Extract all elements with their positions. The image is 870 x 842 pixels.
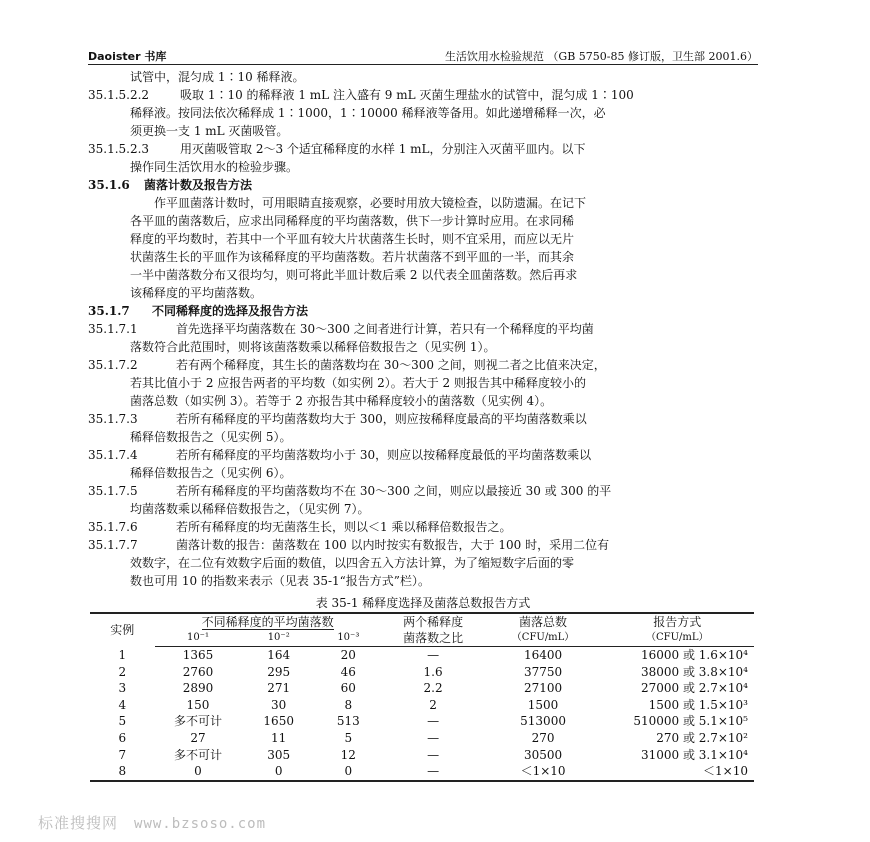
section-title: 菌落计数及报告方法 [144, 178, 253, 192]
clause-number: 35.1.7.3 [88, 412, 138, 426]
cell-report: 31000 或 3.1×10⁴ [640, 747, 748, 762]
cell-total: 16400 [523, 648, 563, 662]
table-row [90, 680, 754, 697]
cell-dilution-1: 0 [155, 763, 242, 781]
paragraph-cont: 一半中菌落数分布又很均匀，则可将此半皿计数后乘 2 以代表全皿菌落数。然后再求 [130, 268, 578, 282]
cell-example: 6 [118, 730, 127, 745]
clause-text: 用灭菌吸管取 2～3 个适宜稀释度的水样 1 mL，分别注入灭菌平皿内。以下 [180, 142, 586, 156]
clause-number: 35.1.7.1 [88, 322, 138, 336]
header-standard-title: 生活饮用水检验规范 （GB 5750-85 修订版，卫生部 2001.6） [444, 50, 758, 63]
cell-ratio: — [427, 747, 440, 762]
header-dilution-1: 10⁻¹ [155, 630, 242, 647]
header-dilution-group [155, 613, 381, 630]
watermark-footer [38, 812, 266, 833]
section-number: 35.1.6 [88, 178, 130, 192]
cell-dilution-2: 1650 [263, 714, 294, 729]
clause-text-cont: 落数符合此范围时，则将该菌落数乘以稀释倍数报告之（见实例 1）。 [130, 340, 496, 354]
clause-text: 若所有稀释度的平均菌落数均大于 300，则应按稀释度最高的平均菌落数乘以 [176, 412, 587, 426]
cell-dilution-1: 150 [186, 697, 210, 712]
cell-example: 4 [118, 697, 127, 712]
cell-report: 1500 或 1.5×10³ [648, 697, 748, 712]
cell-ratio: 1.6 [423, 664, 443, 679]
cell-dilution-1: 27 [190, 730, 206, 745]
header-dilution-2: 10⁻² [241, 630, 316, 647]
cell-report: 510000 或 5.1×10⁵ [633, 714, 748, 729]
cell-report: 38000 或 3.8×10⁴ [640, 664, 748, 679]
cell-example: 3 [118, 681, 127, 696]
cell-dilution-1: 多不可计 [173, 714, 222, 729]
cell-ratio: — [427, 648, 440, 662]
cell-dilution-3: 8 [344, 697, 353, 712]
clause-text: 若所有稀释度的平均菌落数均小于 30，则应以按稀释度最低的平均菌落数乘以 [176, 448, 592, 462]
cell-dilution-1: 2760 [182, 664, 214, 679]
clause-number: 35.1.5.2.3 [88, 142, 150, 156]
cell-dilution-1: 2890 [182, 681, 214, 696]
cell-report: ＜1×10 [601, 763, 754, 781]
table-subheader-row [90, 630, 754, 647]
section-number: 35.1.7 [88, 304, 130, 318]
cell-dilution-2: 30 [271, 697, 287, 712]
cell-example: 2 [118, 664, 127, 679]
table-row [90, 747, 754, 764]
cell-example: 1 [118, 647, 127, 662]
cell-dilution-3: 513 [336, 714, 360, 729]
table-row [90, 730, 754, 747]
cell-ratio: 2.2 [423, 681, 443, 696]
clause-35-1-7-6 [88, 518, 758, 536]
cell-dilution-3: 0 [316, 763, 381, 781]
clause-text-cont: 稀释倍数报告之（见实例 5）。 [130, 430, 292, 444]
section-heading-35-1-6 [88, 176, 758, 194]
document-body [88, 68, 758, 782]
clause-text: 首先选择平均菌落数在 30～300 之间者进行计算，若只有一个稀释度的平均菌 [176, 322, 594, 336]
clause-number: 35.1.7.5 [88, 484, 138, 498]
clause-35-1-7-2 [88, 356, 758, 374]
clause-number: 35.1.7.7 [88, 538, 138, 552]
cell-total: 30500 [523, 747, 563, 762]
paragraph: 作平皿菌落计数时，可用眼睛直接观察，必要时用放大镜检查，以防遗漏。在记下 [154, 196, 587, 210]
cell-total: ＜1×10 [486, 763, 601, 781]
clause-text-cont: 数也可用 10 的指数来表示（见表 35-1“报告方式”栏）。 [130, 574, 430, 588]
watermark-site-name: 标准搜搜网 [38, 814, 119, 832]
header-ratio-2: 菌落数之比 [381, 630, 486, 647]
cell-ratio: — [427, 714, 440, 729]
clause-35-1-7-1 [88, 320, 758, 338]
paragraph-cont: 释度的平均数时，若其中一个平皿有较大片状菌落生长时，则不宜采用，而应以无片 [130, 232, 575, 246]
clause-number: 35.1.5.2.2 [88, 88, 150, 102]
cell-ratio: — [427, 730, 440, 745]
clause-number: 35.1.7.2 [88, 358, 138, 372]
table-header-row [90, 613, 754, 630]
clause-text-cont: 效数字，在二位有效数字后面的数值，以四舍五入方法计算，为了缩短数字后面的零 [130, 556, 575, 570]
header-publisher: Daoister 书库 [88, 50, 167, 63]
header-dilution-3: 10⁻³ [316, 630, 381, 647]
cell-total: 513000 [520, 714, 566, 729]
clause-number: 35.1.7.4 [88, 448, 138, 462]
header-ratio: 两个稀释度 [381, 613, 486, 630]
clause-text-cont: 若其比值小于 2 应报告两者的平均数（如实例 2）。若大于 2 则报告其中稀释度较小的 [130, 376, 586, 390]
header-dilution-group-label: 不同稀释度的平均菌落数 [201, 615, 334, 629]
clause-text: 菌落计数的报告：菌落数在 100 以内时按实有数报告，大于 100 时，采用二位有 [176, 538, 610, 552]
cell-dilution-2: 271 [267, 681, 291, 696]
clause-text-cont: 稀释倍数报告之（见实例 6）。 [130, 466, 292, 480]
header-example: 实例 [90, 613, 155, 647]
paragraph-cont: 状菌落生长的平皿作为该稀释度的平均菌落数。若片状菌落不到平皿的一半，而其余 [130, 250, 575, 264]
table-row [90, 664, 754, 681]
watermark-url: www.bzsoso.com [134, 816, 267, 832]
cell-dilution-3: 60 [340, 681, 356, 696]
header-total: 菌落总数 [486, 613, 601, 630]
page-header [88, 46, 758, 65]
header-report: 报告方式 [601, 613, 754, 630]
cell-report: 16000 或 1.6×10⁴ [640, 648, 748, 662]
header-report-unit: （CFU/mL） [601, 630, 754, 647]
clause-text-cont: 均菌落数乘以稀释倍数报告之，（见实例 7）。 [130, 502, 370, 516]
cell-dilution-3: 46 [340, 664, 356, 679]
clause-text-cont: 须更换一支 1 mL 灭菌吸管。 [130, 124, 289, 138]
clause-35-1-5-2-2 [88, 86, 758, 104]
clause-text-cont: 稀释液。按同法依次稀释成 1∶1000，1∶10000 稀释液等备用。如此递增稀释一次，必 [130, 106, 606, 120]
cell-total: 27100 [523, 681, 563, 696]
clause-text-cont: 操作同生活饮用水的检验步骤。 [130, 160, 299, 174]
clause-text-cont: 菌落总数（如实例 3）。若等于 2 亦报告其中稀释度较小的菌落数（见实例 4）。 [130, 394, 553, 408]
table-body [90, 647, 754, 781]
cell-dilution-2: 164 [267, 648, 291, 662]
cell-example: 7 [118, 747, 127, 762]
cell-dilution-3: 20 [340, 648, 356, 662]
cell-dilution-2: 11 [271, 730, 287, 745]
cell-ratio: 2 [429, 697, 437, 712]
cell-dilution-1: 1365 [182, 648, 214, 662]
cell-example: 8 [90, 763, 155, 781]
cell-total: 270 [531, 730, 555, 745]
cell-dilution-2: 0 [241, 763, 316, 781]
cell-dilution-3: 5 [344, 730, 353, 745]
cell-dilution-1: 多不可计 [173, 747, 222, 762]
table-caption: 表 35-1 稀释度选择及菌落总数报告方式 [315, 596, 531, 610]
clause-35-1-7-4 [88, 446, 758, 464]
cell-dilution-2: 295 [267, 664, 291, 679]
paragraph-cont: 各平皿的菌落数后，应求出同稀释度的平均菌落数，供下一步计算时应用。在求同稀 [130, 214, 575, 228]
section-title: 不同稀释度的选择及报告方法 [152, 304, 309, 318]
header-total-unit: （CFU/mL） [486, 630, 601, 647]
cell-ratio: — [381, 763, 486, 781]
cell-example: 5 [118, 714, 127, 729]
clause-text: 若所有稀释度的均无菌落生长，则以＜1 乘以稀释倍数报告之。 [176, 520, 512, 534]
clause-35-1-7-5 [88, 482, 758, 500]
table-row [90, 763, 754, 781]
cell-dilution-2: 305 [267, 747, 291, 762]
cell-report: 27000 或 2.7×10⁴ [640, 681, 748, 696]
clause-35-1-7-3 [88, 410, 758, 428]
report-table [90, 612, 754, 782]
clause-text: 若有两个稀释度，其生长的菌落数均在 30～300 之间，则视二者之比值来决定， [176, 358, 606, 372]
clause-35-1-7-7 [88, 536, 758, 554]
table-row [90, 697, 754, 714]
section-heading-35-1-7 [88, 302, 758, 320]
cell-total: 37750 [523, 664, 563, 679]
clause-35-1-5-2-3 [88, 140, 758, 158]
cell-report: 270 或 2.7×10² [656, 730, 748, 745]
cell-dilution-3: 12 [340, 747, 356, 762]
paragraph: 试管中，混匀成 1∶10 稀释液。 [130, 70, 305, 84]
table-row [90, 713, 754, 730]
cell-total: 1500 [527, 697, 559, 712]
clause-number: 35.1.7.6 [88, 520, 138, 534]
table-row [90, 647, 754, 664]
clause-text: 吸取 1∶10 的稀释液 1 mL 注入盛有 9 mL 灭菌生理盐水的试管中，混匀成 1∶100 [180, 88, 634, 102]
paragraph-cont: 该稀释度的平均菌落数。 [130, 286, 263, 300]
clause-text: 若所有稀释度的平均菌落数均不在 30～300 之间，则应以最接近 30 或 300 的平 [176, 484, 612, 498]
